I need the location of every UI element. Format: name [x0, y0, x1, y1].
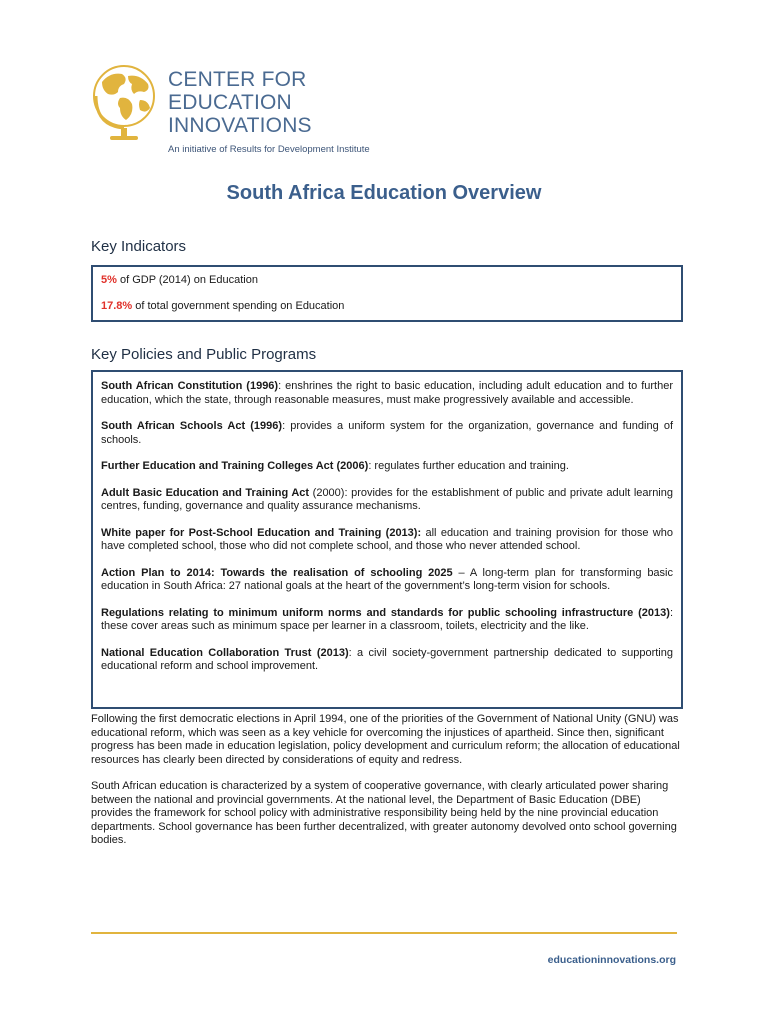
policy-name: Further Education and Training Colleges Act (2006) [101, 460, 369, 472]
policy-name: National Education Collaboration Trust (2013) [101, 646, 349, 659]
policy-item [101, 380, 673, 407]
policy-name: Adult Basic Education and Training Act [101, 486, 310, 499]
policy-description: : a civil society-government partnership dedicated to supporting educational reform and school improvement. [101, 646, 673, 672]
policy-item [101, 460, 673, 474]
indicator-item [101, 300, 344, 312]
indicator-item [101, 274, 258, 286]
body-paragraph-1: Following the first democratic elections in April 1994, one of the priorities of the Government of National Unity (GNU) was educational reform, which was seen as a key vehicle for overcoming the injustices of apartheid. Since then, significant progress has been made in education legislation, policy development and curriculum reform; the allocation of educational resources has clearly been directed by considerations of equity and redress. [91, 713, 680, 766]
indicator-text: of GDP (2014) on Education [116, 274, 258, 286]
document-title: South Africa Education Overview [226, 182, 542, 204]
footer-divider [91, 932, 677, 934]
key-indicators-box [91, 265, 683, 322]
policy-description: : these cover areas such as minimum space per learner in a classroom, toilets, electricity and the like. [101, 606, 673, 632]
footer-website-link[interactable]: educationinnovations.org [547, 954, 676, 966]
logo-line-2: EDUCATION INNOVATIONS [168, 91, 312, 137]
policy-item [101, 487, 673, 514]
policy-item [101, 607, 673, 634]
policy-description: : regulates further education and training. [368, 460, 569, 472]
policy-description: all education and training provision for those who have completed school, those who did not complete school, and those who never attended school. [101, 526, 673, 552]
policy-description: – A long-term plan for transforming basic education in South Africa: 27 national goals at the heart of the government’s long-term vision for schools. [101, 566, 673, 592]
policy-name: Action Plan to 2014: Towards the realisation of schooling 2025 [101, 566, 453, 579]
indicator-value: 5% [101, 274, 117, 286]
key-policies-heading: Key Policies and Public Programs [91, 346, 317, 363]
policy-item [101, 420, 673, 447]
indicator-text: of total government spending on Education [132, 300, 345, 312]
key-indicators-heading: Key Indicators [91, 238, 187, 255]
policy-name: South African Schools Act (1996) [101, 420, 283, 432]
policy-description: : provides a uniform system for the organization, governance and funding of schools. [101, 420, 673, 446]
policy-name: White paper for Post-School Education and Training (2013): [101, 526, 422, 539]
key-policies-box [91, 370, 683, 709]
policy-item [101, 527, 673, 554]
policy-name: South African Constitution (1996) [101, 380, 279, 392]
indicator-value: 17.8% [101, 300, 133, 312]
logo-line-1: CENTER FOR [168, 68, 307, 91]
policy-item [101, 647, 673, 674]
policy-description: (2000): provides for the establishment of public and private adult learning centres, funding, governance and quality assurance mechanisms. [101, 486, 673, 512]
globe-icon [88, 60, 164, 144]
policy-description: : enshrines the right to basic education, including adult education and to further education, which the state, through reasonable measures, must make progressively available and accessible. [101, 380, 673, 406]
policy-name: Regulations relating to minimum uniform norms and standards for public schooling infrastructure (2013) [101, 606, 670, 619]
policy-item [101, 567, 673, 594]
body-paragraph-2: South African education is characterized by a system of cooperative governance, with clearly articulated power sharing between the national and provincial governments. At the national level, the Department of Basic Education (DBE) provides the framework for school policy with administrative responsibility being held by the nine provincial education departments. School governance has been further decentralized, with greater autonomy devolved onto school governing bodies. [91, 780, 677, 846]
logo-tagline: An initiative of Results for Development Institute [168, 144, 370, 155]
logo [88, 60, 408, 155]
